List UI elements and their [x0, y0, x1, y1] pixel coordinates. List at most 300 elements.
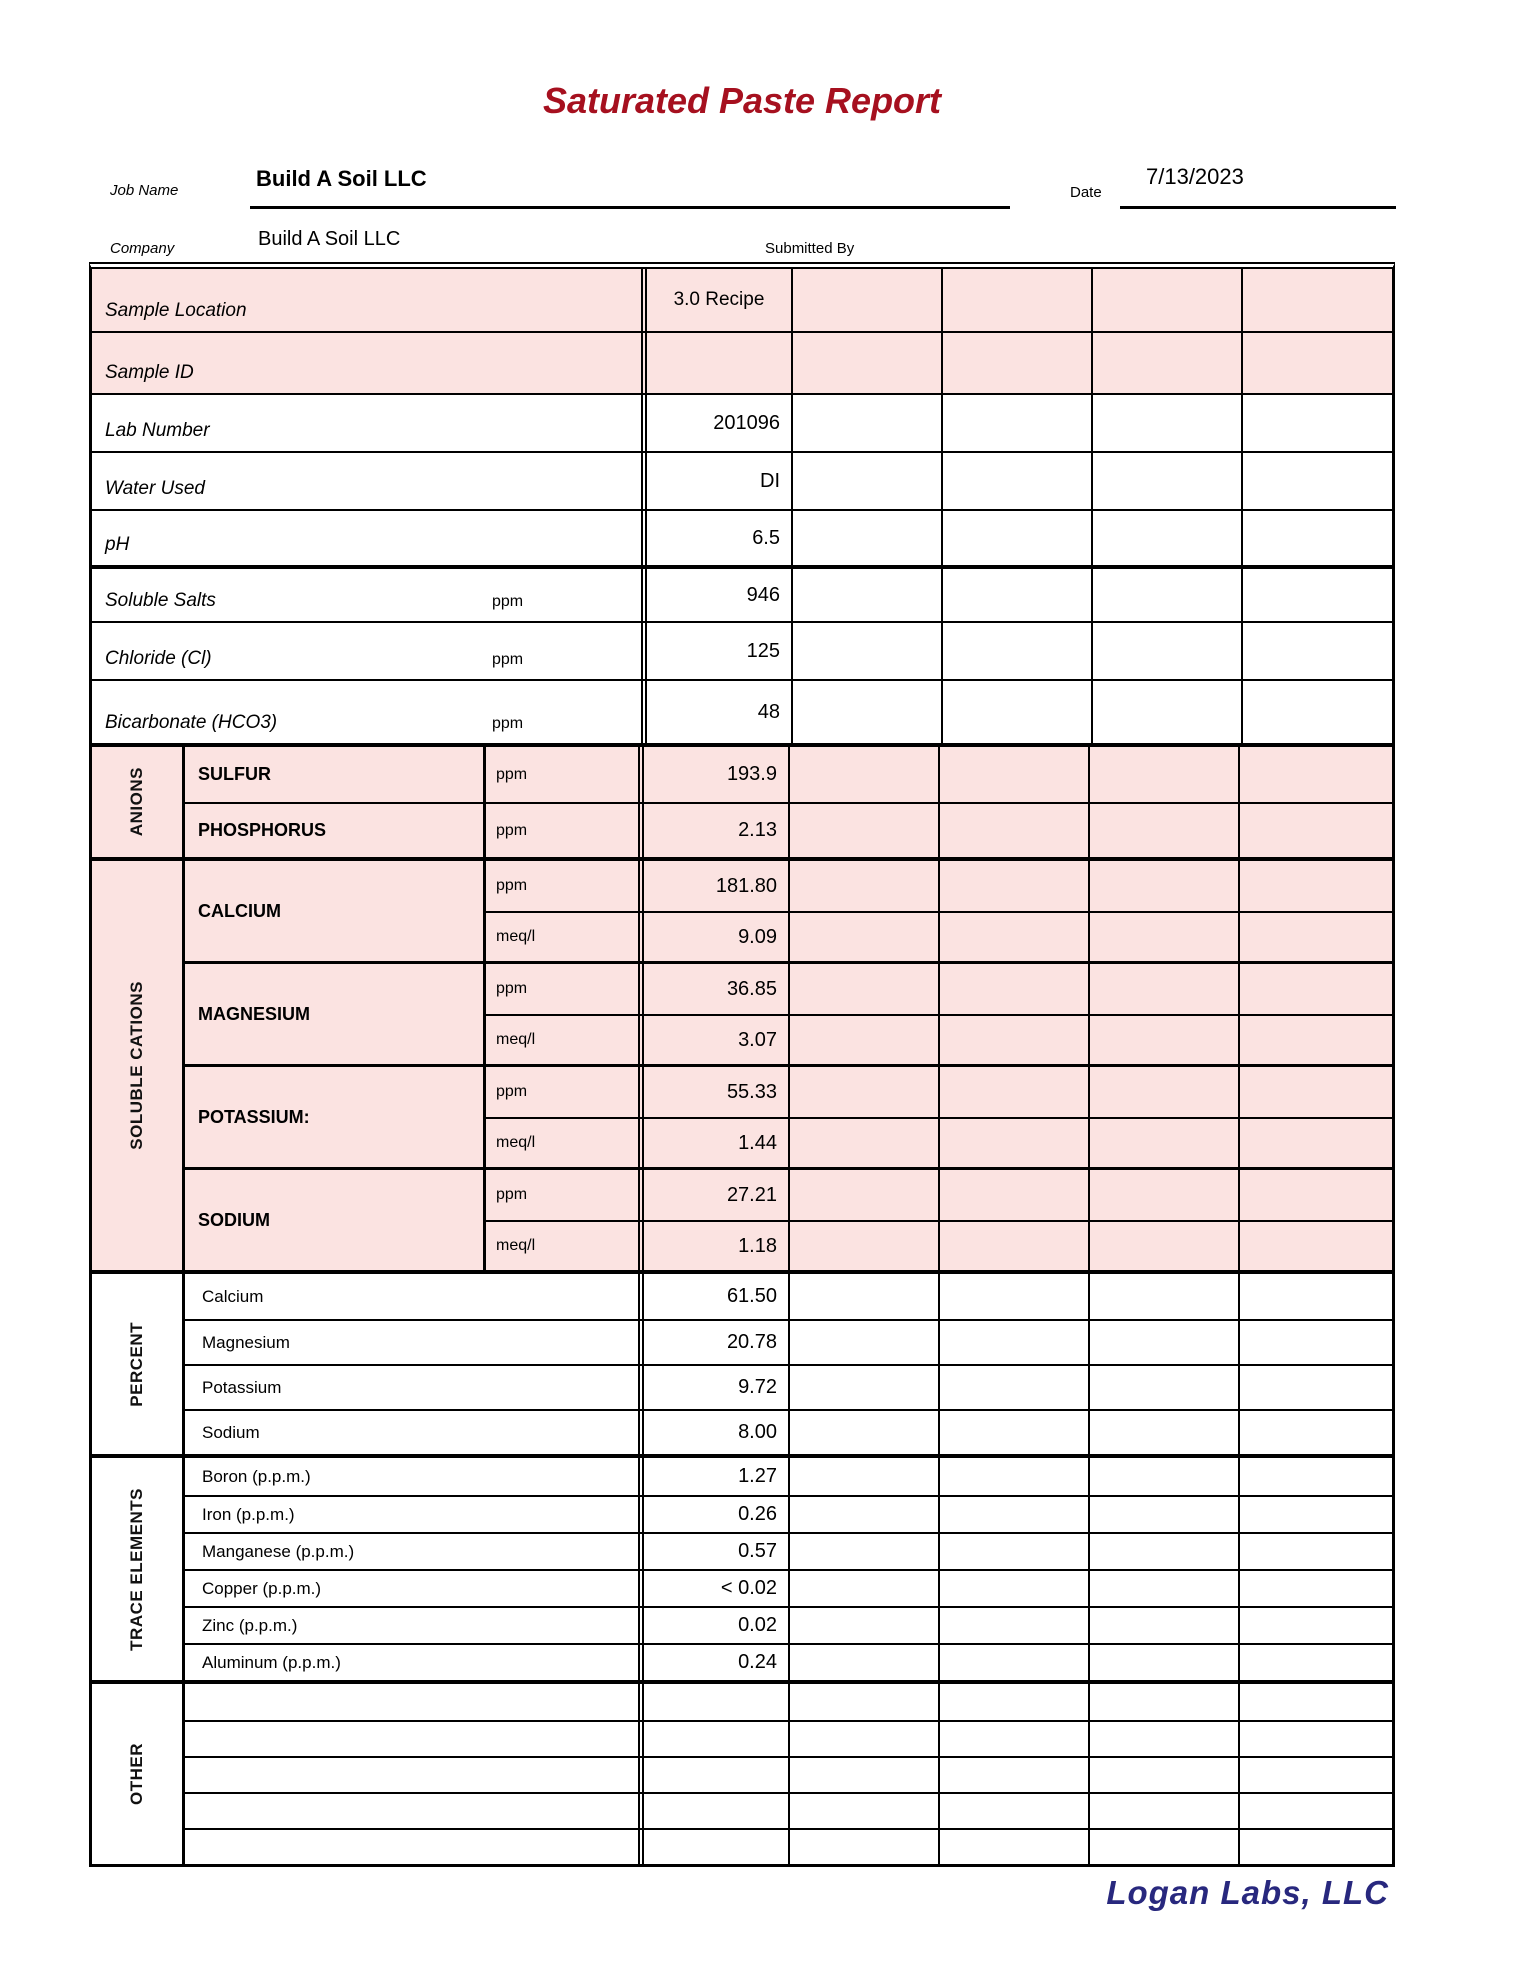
value-cell: [791, 569, 941, 621]
value-cell: [1238, 1497, 1392, 1532]
anions-body: [185, 747, 1392, 857]
date-value: 7/13/2023: [1146, 164, 1244, 189]
value-cell: [938, 1830, 1088, 1864]
value-cell: [938, 1016, 1088, 1064]
row-label-cell: [92, 333, 641, 393]
element-name: SODIUM: [185, 1170, 486, 1270]
value-cell: [1088, 1119, 1238, 1167]
value-cell: 48: [641, 681, 791, 743]
value-cell: [788, 1830, 938, 1864]
row-values: [641, 681, 1392, 743]
value-cell: [938, 1758, 1088, 1792]
rotated-label: TRACE ELEMENTS: [127, 1487, 146, 1651]
trace-row: [185, 1569, 1392, 1606]
trace-row: [185, 1458, 1392, 1495]
value-cell: < 0.02: [638, 1571, 788, 1606]
value-cell: [938, 1608, 1088, 1643]
section-sample-info: [92, 269, 1392, 743]
value-cell: [788, 1274, 938, 1319]
value-cell: [1241, 511, 1392, 565]
element-name: POTASSIUM:: [185, 1067, 486, 1167]
row-values: [638, 1684, 1392, 1720]
row-values: [638, 1722, 1392, 1756]
value-cell: [791, 333, 941, 393]
value-cell: [1088, 1321, 1238, 1364]
value-cell: 0.26: [638, 1497, 788, 1532]
percent-row: [185, 1319, 1392, 1364]
value-cell: [941, 569, 1091, 621]
row-values: [638, 1794, 1392, 1828]
value-cell: [1088, 747, 1238, 802]
info-row-soluble-salts: [92, 567, 1392, 623]
value-cell: [788, 1534, 938, 1569]
value-cell: [1238, 1274, 1392, 1319]
company-value: Build A Soil LLC: [258, 228, 401, 250]
value-cell: [788, 861, 938, 911]
value-cell: [1238, 861, 1392, 911]
job-name-label: Job Name: [110, 182, 179, 199]
info-row-water-used: [92, 453, 1392, 511]
unit-cell: ppm: [496, 821, 528, 839]
percent-row: [185, 1364, 1392, 1409]
value-cell: [938, 1794, 1088, 1828]
value-cell: [1091, 623, 1241, 679]
row-label-cell: [92, 269, 641, 331]
row-label: pH: [105, 534, 130, 555]
row-label: Chloride (Cl): [105, 648, 212, 669]
section-other: [92, 1680, 1392, 1864]
value-cell: [941, 395, 1091, 451]
row-label: Zinc (p.p.m.): [202, 1615, 298, 1635]
value-cell: [938, 913, 1088, 961]
trace-row: [185, 1606, 1392, 1643]
value-cell: [1238, 747, 1392, 802]
row-values: [638, 804, 1392, 857]
value-cell: [938, 1645, 1088, 1680]
info-row-ph: [92, 511, 1392, 567]
other-row: [185, 1684, 1392, 1720]
unit-cell: meq/l: [496, 1031, 536, 1048]
value-cell: [1238, 1366, 1392, 1409]
value-cell: 0.02: [638, 1608, 788, 1643]
row-values: [638, 1534, 1392, 1569]
value-cell: [788, 1411, 938, 1454]
section-soluble-cations: [92, 857, 1392, 1270]
cation-row: [486, 1117, 1392, 1167]
row-label-cell: [92, 511, 641, 565]
value-cell: [1091, 395, 1241, 451]
value-cell: [941, 623, 1091, 679]
value-cell: [788, 747, 938, 802]
value-cell: [1238, 1321, 1392, 1364]
value-cell: [1088, 861, 1238, 911]
row-values: [641, 269, 1392, 331]
row-values: [638, 1497, 1392, 1532]
value-cell: [641, 333, 791, 393]
cation-row: [486, 964, 1392, 1014]
row-values: [638, 913, 1392, 961]
value-cell: [1091, 511, 1241, 565]
other-section-label-cell: [92, 1684, 185, 1864]
value-cell: [1088, 1794, 1238, 1828]
row-values: [638, 1274, 1392, 1319]
value-cell: [1088, 1366, 1238, 1409]
value-cell: [638, 1830, 788, 1864]
info-row-sample-id: [92, 333, 1392, 395]
value-cell: [1238, 1684, 1392, 1720]
date-underline: [1120, 206, 1396, 209]
value-cell: [938, 1684, 1088, 1720]
value-cell: [1088, 1534, 1238, 1569]
report-table: [89, 262, 1395, 1867]
value-cell: [938, 1366, 1088, 1409]
value-cell: [938, 1067, 1088, 1117]
percent-section-label-cell: [92, 1274, 185, 1454]
row-label: Iron (p.p.m.): [202, 1504, 295, 1524]
anions-section-label-cell: [92, 747, 185, 857]
section-percent: [92, 1270, 1392, 1454]
value-cell: [791, 511, 941, 565]
value-cell: [1238, 1830, 1392, 1864]
row-values: [641, 333, 1392, 393]
submitted-by-label: Submitted By: [765, 240, 855, 257]
row-values: [638, 1321, 1392, 1364]
value-cell: 61.50: [638, 1274, 788, 1319]
value-cell: [1238, 1534, 1392, 1569]
value-cell: [1088, 1645, 1238, 1680]
value-cell: 0.57: [638, 1534, 788, 1569]
value-cell: 3.0 Recipe: [641, 269, 791, 331]
row-values: [638, 1758, 1392, 1792]
info-row-bicarbonate: [92, 681, 1392, 743]
row-label: Water Used: [105, 478, 205, 499]
value-cell: [638, 1722, 788, 1756]
row-label: Magnesium: [202, 1332, 290, 1352]
row-label: Lab Number: [105, 420, 210, 441]
row-values: [638, 1170, 1392, 1220]
value-cell: [1241, 569, 1392, 621]
row-label: Soluble Salts: [105, 590, 216, 611]
row-label: Bicarbonate (HCO3): [105, 712, 278, 733]
value-cell: [791, 681, 941, 743]
trace-row: [185, 1495, 1392, 1532]
value-cell: [1241, 453, 1392, 509]
value-cell: [938, 1722, 1088, 1756]
cation-row: [486, 1220, 1392, 1270]
row-values: [638, 1067, 1392, 1117]
value-cell: [1088, 804, 1238, 857]
value-cell: [788, 1170, 938, 1220]
value-cell: [788, 1722, 938, 1756]
value-cell: [788, 1684, 938, 1720]
value-cell: [1241, 395, 1392, 451]
cation-group-sodium: [185, 1167, 1392, 1270]
cation-row: [486, 861, 1392, 911]
value-cell: [1088, 1758, 1238, 1792]
value-cell: [1238, 1794, 1392, 1828]
value-cell: [1241, 681, 1392, 743]
value-cell: [788, 1321, 938, 1364]
row-values: [638, 1608, 1392, 1643]
cations-section-label-cell: [92, 861, 185, 1270]
section-anions: [92, 743, 1392, 857]
value-cell: [1241, 269, 1392, 331]
value-cell: [791, 395, 941, 451]
cation-row: [486, 1014, 1392, 1064]
row-values: [641, 569, 1392, 621]
value-cell: [1238, 1722, 1392, 1756]
trace-row: [185, 1532, 1392, 1569]
value-cell: [1091, 569, 1241, 621]
cation-row: [486, 1170, 1392, 1220]
value-cell: [1238, 913, 1392, 961]
unit-cell: meq/l: [496, 1237, 536, 1254]
unit-cell: ppm: [496, 1083, 528, 1100]
row-values: [641, 395, 1392, 451]
value-cell: [788, 1794, 938, 1828]
value-cell: [1238, 1170, 1392, 1220]
trace-section-label-cell: [92, 1458, 185, 1680]
row-values: [638, 1366, 1392, 1409]
value-cell: [938, 1321, 1088, 1364]
row-label-cell: [92, 453, 641, 509]
value-cell: [791, 453, 941, 509]
cations-body: [185, 861, 1392, 1270]
value-cell: [1088, 1608, 1238, 1643]
info-row-lab-number: [92, 395, 1392, 453]
row-label: [185, 1794, 638, 1828]
value-cell: 0.24: [638, 1645, 788, 1680]
value-cell: 8.00: [638, 1411, 788, 1454]
value-cell: [1088, 1222, 1238, 1270]
value-cell: [938, 1497, 1088, 1532]
value-cell: [788, 1016, 938, 1064]
value-cell: [788, 1458, 938, 1495]
value-cell: [788, 1608, 938, 1643]
value-cell: [1088, 1170, 1238, 1220]
row-values: [638, 1645, 1392, 1680]
value-cell: [938, 1170, 1088, 1220]
value-cell: 181.80: [638, 861, 788, 911]
value-cell: [1238, 1645, 1392, 1680]
row-values: [638, 1119, 1392, 1167]
row-label: Potassium: [202, 1377, 282, 1397]
value-cell: [638, 1684, 788, 1720]
row-unit: ppm: [492, 715, 524, 732]
value-cell: [788, 1571, 938, 1606]
value-cell: [638, 1794, 788, 1828]
value-cell: 1.44: [638, 1119, 788, 1167]
row-values: [638, 747, 1392, 802]
percent-row: [185, 1409, 1392, 1454]
value-cell: 125: [641, 623, 791, 679]
value-cell: [1088, 1497, 1238, 1532]
unit-cell: meq/l: [496, 1134, 536, 1151]
anion-row-sulfur: [185, 747, 1392, 802]
value-cell: [788, 1067, 938, 1117]
row-label: Copper (p.p.m.): [202, 1578, 322, 1598]
row-label: Aluminum (p.p.m.): [202, 1652, 341, 1672]
element-name: MAGNESIUM: [185, 964, 486, 1064]
value-cell: [788, 1758, 938, 1792]
value-cell: 946: [641, 569, 791, 621]
value-cell: [1238, 1411, 1392, 1454]
value-cell: [941, 269, 1091, 331]
value-cell: [1238, 1458, 1392, 1495]
value-cell: [941, 511, 1091, 565]
value-cell: [1088, 1458, 1238, 1495]
value-cell: 3.07: [638, 1016, 788, 1064]
section-trace-elements: [92, 1454, 1392, 1680]
anion-row-phosphorus: [185, 802, 1392, 857]
job-name-underline: [250, 206, 1010, 209]
row-label: Sample ID: [105, 362, 194, 383]
row-label: [185, 1722, 638, 1756]
lab-name: Logan Labs, LLC: [1106, 1874, 1389, 1911]
value-cell: 2.13: [638, 804, 788, 857]
value-cell: 201096: [641, 395, 791, 451]
value-cell: [1088, 1016, 1238, 1064]
other-row: [185, 1756, 1392, 1792]
row-label: Boron (p.p.m.): [202, 1466, 311, 1486]
value-cell: [1238, 1571, 1392, 1606]
other-row: [185, 1720, 1392, 1756]
value-cell: 1.27: [638, 1458, 788, 1495]
row-values: [638, 861, 1392, 911]
value-cell: [938, 1458, 1088, 1495]
value-cell: [938, 1119, 1088, 1167]
value-cell: [791, 269, 941, 331]
row-unit: ppm: [492, 651, 524, 668]
value-cell: [938, 861, 1088, 911]
value-cell: [788, 1366, 938, 1409]
date-label: Date: [1070, 184, 1102, 201]
row-label: Manganese (p.p.m.): [202, 1541, 355, 1561]
row-label: Sample Location: [105, 300, 247, 321]
value-cell: [1238, 1016, 1392, 1064]
value-cell: [938, 1274, 1088, 1319]
cation-group-calcium: [185, 861, 1392, 961]
value-cell: [1238, 1119, 1392, 1167]
value-cell: [1088, 1411, 1238, 1454]
row-values: [641, 511, 1392, 565]
other-body: [185, 1684, 1392, 1864]
value-cell: [1088, 1571, 1238, 1606]
value-cell: 36.85: [638, 964, 788, 1014]
rotated-label: OTHER: [127, 1743, 146, 1805]
row-values: [641, 623, 1392, 679]
value-cell: [1088, 1274, 1238, 1319]
rotated-label: ANIONS: [127, 767, 146, 837]
value-cell: [1241, 333, 1392, 393]
value-cell: [1238, 1067, 1392, 1117]
trace-body: [185, 1458, 1392, 1680]
value-cell: [1088, 1722, 1238, 1756]
value-cell: [938, 747, 1088, 802]
row-values: [638, 1830, 1392, 1864]
unit-cell: ppm: [496, 765, 528, 783]
value-cell: 9.09: [638, 913, 788, 961]
rotated-label: PERCENT: [127, 1321, 146, 1407]
value-cell: [1088, 964, 1238, 1014]
value-cell: 1.18: [638, 1222, 788, 1270]
row-label-cell: [92, 569, 641, 621]
cation-group-magnesium: [185, 961, 1392, 1064]
value-cell: [1088, 913, 1238, 961]
cation-row: [486, 1067, 1392, 1117]
percent-body: [185, 1274, 1392, 1454]
value-cell: [938, 1222, 1088, 1270]
value-cell: [1241, 623, 1392, 679]
value-cell: [938, 1534, 1088, 1569]
value-cell: [788, 1497, 938, 1532]
info-row-sample-location: [92, 269, 1392, 333]
row-label: [185, 1758, 638, 1792]
job-name-value: Build A Soil LLC: [256, 166, 427, 191]
value-cell: [941, 681, 1091, 743]
row-label: [185, 1684, 638, 1720]
company-label: Company: [110, 240, 175, 257]
element-name: SULFUR: [185, 747, 486, 802]
element-name: CALCIUM: [185, 861, 486, 961]
other-row: [185, 1792, 1392, 1828]
value-cell: [1238, 1758, 1392, 1792]
value-cell: [1088, 1684, 1238, 1720]
value-cell: DI: [641, 453, 791, 509]
value-cell: [788, 1119, 938, 1167]
value-cell: 55.33: [638, 1067, 788, 1117]
value-cell: [1091, 269, 1241, 331]
value-cell: [638, 1758, 788, 1792]
value-cell: [788, 913, 938, 961]
row-label: Calcium: [202, 1286, 264, 1306]
element-name: PHOSPHORUS: [185, 804, 486, 857]
value-cell: [791, 623, 941, 679]
row-values: [638, 964, 1392, 1014]
value-cell: 6.5: [641, 511, 791, 565]
trace-row: [185, 1643, 1392, 1680]
row-values: [638, 1222, 1392, 1270]
unit-cell: ppm: [496, 877, 528, 894]
value-cell: [1088, 1830, 1238, 1864]
row-unit: ppm: [492, 593, 524, 610]
value-cell: [788, 804, 938, 857]
cation-row: [486, 911, 1392, 961]
value-cell: [788, 964, 938, 1014]
row-values: [638, 1016, 1392, 1064]
value-cell: [941, 333, 1091, 393]
value-cell: [1091, 333, 1241, 393]
page-title: Saturated Paste Report: [542, 80, 942, 121]
value-cell: [1238, 1222, 1392, 1270]
value-cell: [938, 804, 1088, 857]
value-cell: [1091, 681, 1241, 743]
unit-cell: ppm: [496, 1186, 528, 1203]
unit-cell: ppm: [496, 980, 528, 997]
value-cell: [941, 453, 1091, 509]
value-cell: [938, 964, 1088, 1014]
value-cell: 20.78: [638, 1321, 788, 1364]
percent-row: [185, 1274, 1392, 1319]
row-label: [185, 1830, 638, 1864]
value-cell: [938, 1411, 1088, 1454]
row-values: [638, 1458, 1392, 1495]
row-values: [638, 1411, 1392, 1454]
cation-group-potassium: [185, 1064, 1392, 1167]
other-row: [185, 1828, 1392, 1864]
value-cell: [788, 1222, 938, 1270]
value-cell: [938, 1571, 1088, 1606]
